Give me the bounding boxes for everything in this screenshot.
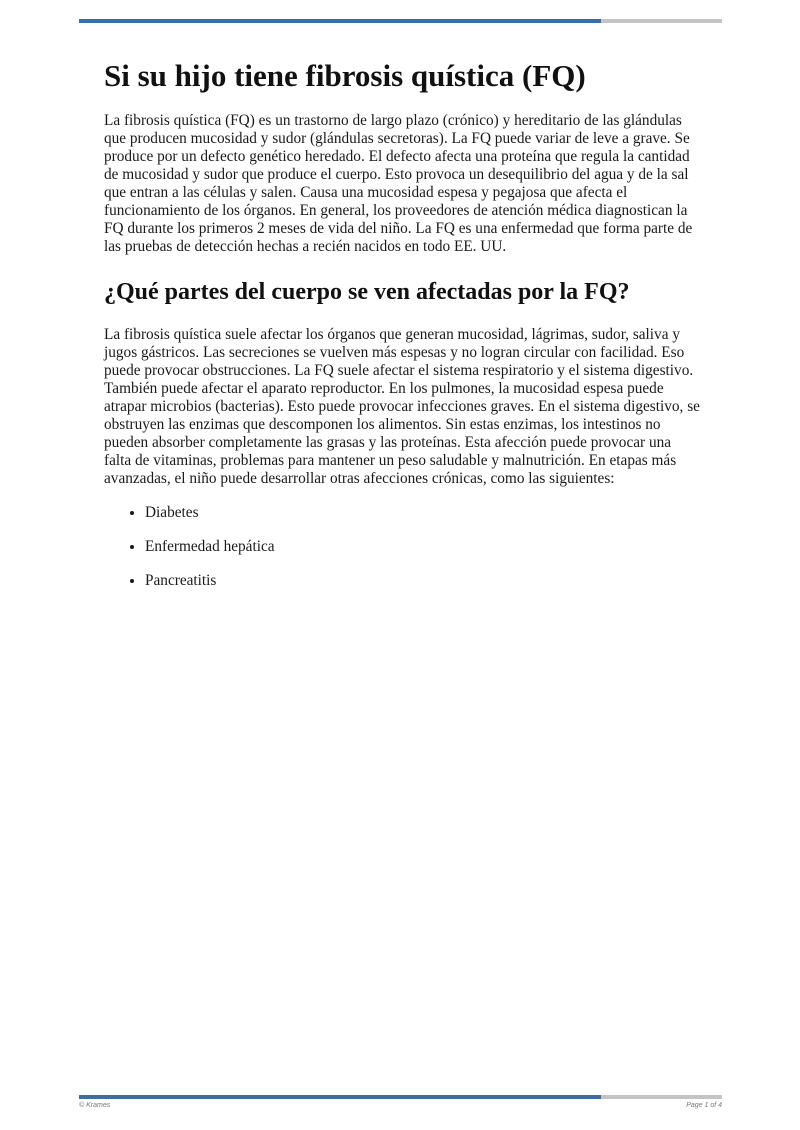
section-heading: ¿Qué partes del cuerpo se ven afectadas por la FQ? <box>104 279 630 305</box>
list-item: • Enfermedad hepática <box>145 538 700 556</box>
page-title: Si su hijo tiene fibrosis quística (FQ) <box>104 58 586 93</box>
conditions-list <box>104 504 700 590</box>
list-item: • Diabetes <box>145 504 700 522</box>
document-body <box>104 56 700 606</box>
footer-rule-accent <box>79 1095 601 1099</box>
header-rule <box>79 19 722 23</box>
header-rule-gray <box>601 19 722 23</box>
section-paragraph: La fibrosis quística suele afectar los órganos que generan mucosidad, lágrimas, sudor, saliva y jugos gástricos. Las secreciones se vuelven más espesas y no logran circular con facilidad. Eso puede provocar obstrucciones. La FQ suele afectar el sistema respiratorio y el sistema digestivo. También puede afectar el aparato reproductor. En los pulmones, la mucosidad espesa puede atrapar microbios (bacterias). Esto puede provocar infecciones graves. En el sistema digestivo, se obstruyen las enzimas que descomponen los alimentos. Sin estas enzimas, los intestinos no pueden absorber completamente las grasas y las proteínas. Esta afección puede provocar una falta de vitaminas, problemas para mantener un peso saludable y malnutrición. En etapas más avanzadas, el niño puede desarrollar otras afecciones crónicas, como las siguientes: <box>104 326 700 487</box>
header-rule-accent <box>79 19 601 23</box>
intro-paragraph: La fibrosis quística (FQ) es un trastorno de largo plazo (crónico) y hereditario de las glándulas que producen mucosidad y sudor (glándulas secretoras). La FQ puede variar de leve a grave. Se produce por un defecto genético heredado. El defecto afecta una proteína que regula la cantidad de mucosidad y sudor que produce el cuerpo. Esto provoca un desequilibrio del agua y de la sal que entran a las células y salen. Causa una mucosidad espesa y pegajosa que afecta el funcionamiento de los órganos. En general, los proveedores de atención médica diagnostican la FQ durante los primeros 2 meses de vida del niño. La FQ es una enfermedad que forma parte de las pruebas de detección hechas a recién nacidos en todo EE. UU. <box>104 112 693 255</box>
footer-rule <box>79 1095 722 1099</box>
footer-page-number: Page 1 of 4 <box>686 1102 722 1109</box>
footer-copyright: © Krames <box>79 1102 111 1109</box>
footer-rule-gray <box>601 1095 722 1099</box>
list-item: • Pancreatitis <box>145 572 700 590</box>
